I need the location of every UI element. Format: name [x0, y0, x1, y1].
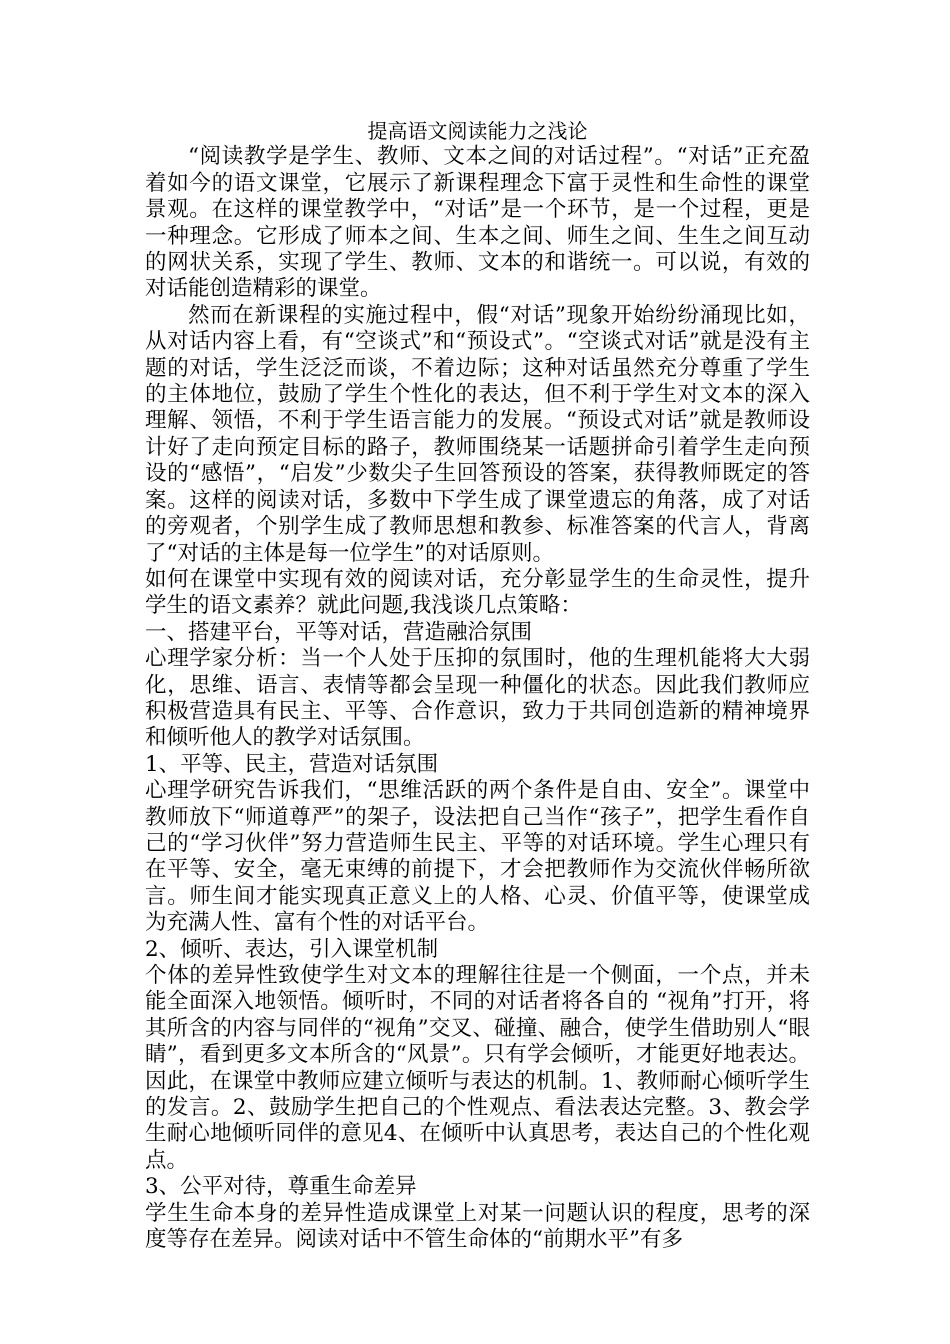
paragraph-intro: “阅读教学是学生、教师、文本之间的对话过程”。“对话”正充盈着如今的语文课堂，它展示了新课程理念下富于灵性和生命性的课堂景观。在这样的课堂教学中，“对话”是一个环节，是一个过程，更是一种理念。它形成了师本之间、生本之间、师生之间、生生之间互动的网状关系，实现了学生、教师、文本的和谐统一。可以说，有效的对话能创造精彩的课堂。: [145, 144, 810, 302]
section-heading-1: 一、搭建平台，平等对话，营造融洽氛围: [145, 619, 533, 645]
subheading-1-2: 2、倾听、表达，引入课堂机制: [145, 936, 439, 962]
paragraph-problem: 然而在新课程的实施过程中，假“对话”现象开始纷纷涌现比如，从对话内容上看，有“空谈式”和“预设式”。“空谈式对话”就是没有主题的对话，学生泛泛而谈，不着边际；这种对话虽然充分尊重了学生的主体地位，鼓励了学生个性化的表达，但不利于学生对文本的深入理解、领悟，不利于学生语言能力的发展。“预设式对话”就是教师设计好了走向预定目标的路子，教师围绕某一话题拼命引着学生走向预设的“感悟”，“启发”少数尖子生回答预设的答案，获得教师既定的答案。这样的阅读对话，多数中下学生成了课堂遗忘的角落，成了对话的旁观者，个别学生成了教师思想和教参、标准答案的代言人，背离了“对话的主体是每一位学生”的对话原则。: [145, 302, 810, 566]
paragraph-question: 如何在课堂中实现有效的阅读对话，充分彰显学生的生命灵性，提升学生的语文素养？就此问题,我浅谈几点策略：: [145, 566, 810, 619]
document-title: 提高语文阅读能力之浅论: [367, 119, 588, 143]
document-page: [145, 118, 810, 1253]
subheading-1-3: 3、公平对待，尊重生命差异: [145, 1174, 417, 1200]
paragraph-subsection-1-1: 心理学研究告诉我们，“思维活跃的两个条件是自由、安全”。课堂中教师放下“师道尊严”的架子，设法把自己当作“孩子”，把学生看作自己的“学习伙伴”努力营造师生民主、平等的对话环境。学生心理只有在平等、安全，毫无束缚的前提下，才会把教师作为交流伙伴畅所欲言。师生间才能实现真正意义上的人格、心灵、价值平等，使课堂成为充满人性、富有个性的对话平台。: [145, 778, 810, 936]
paragraph-subsection-1-2: 个体的差异性致使学生对文本的理解往往是一个侧面，一个点，并未能全面深入地领悟。倾听时，不同的对话者将各自的 “视角”打开，将其所含的内容与同伴的“视角”交叉、碰撞、融合，使学生借助别人“眼睛”，看到更多文本所含的“风景”。只有学会倾听，才能更好地表达。因此，在课堂中教师应建立倾听与表达的机制。1、教师耐心倾听学生的发言。2、鼓励学生把自己的个性观点、看法表达完整。3、教会学生耐心地倾听同伴的意见4、在倾听中认真思考，表达自己的个性化观点。: [145, 963, 810, 1173]
paragraph-subsection-1-3: 学生生命本身的差异性造成课堂上对某一问题认识的程度，思考的深度等存在差异。阅读对话中不管生命体的“前期水平”有多: [145, 1200, 810, 1253]
paragraph-section-1: 心理学家分析：当一个人处于压抑的氛围时，他的生理机能将大大弱化，思维、语言、表情等都会呈现一种僵化的状态。因此我们教师应积极营造具有民主、平等、合作意识，致力于共同创造新的精神境界和倾听他人的教学对话氛围。: [145, 646, 810, 751]
subheading-1-1: 1、平等、民主，营造对话氛围: [145, 751, 439, 777]
